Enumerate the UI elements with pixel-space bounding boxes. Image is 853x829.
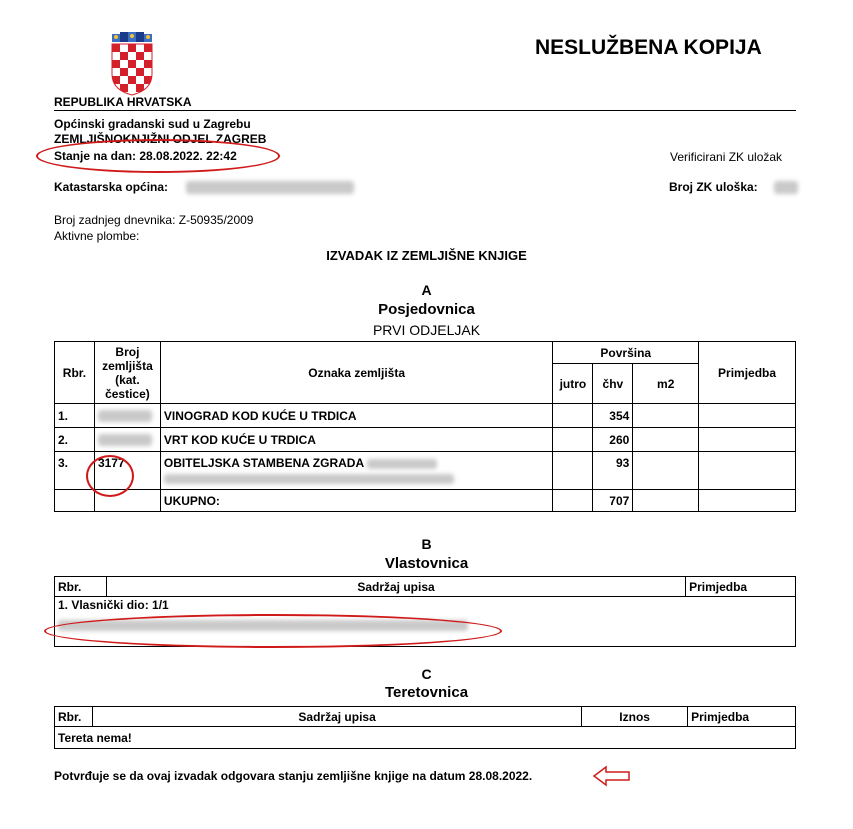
section-a-sub: PRVI ODJELJAK: [372, 322, 481, 338]
state-date-annotation: [36, 139, 280, 173]
section-b-letter: B: [421, 536, 432, 552]
b-col-sadrzaj: Sadržaj upisa: [106, 577, 685, 597]
cadastral-label: Katastarska općina:: [54, 180, 169, 194]
cadastral-value-redacted: [186, 181, 354, 194]
header-divider: [54, 110, 796, 111]
confirmation-text: Potvrđuje se da ovaj izvadak odgovara stanju zemljišne knjige na datum 28.08.2022.: [54, 769, 533, 783]
state-date: Stanje na dan: 28.08.2022. 22:42: [54, 149, 237, 163]
section-c-letter: C: [421, 666, 432, 682]
col-povrsina: Površina: [553, 342, 699, 364]
col-jutro: jutro: [553, 364, 593, 404]
arrow-left-icon: [592, 764, 632, 791]
parcel-number: 3177: [94, 452, 160, 490]
zk-label: Broj ZK uloška:: [669, 180, 758, 194]
col-m2: m2: [633, 364, 699, 404]
department-name: ZEMLJIŠNOKNJIŽNI ODJEL ZAGREB: [54, 132, 267, 146]
col-chv: čhv: [593, 364, 633, 404]
table-row: 3. 3177 OBITELJSKA STAMBENA ZGRADA 93: [55, 452, 796, 490]
col-primjedba: Primjedba: [699, 342, 796, 404]
ownership-share: 1. Vlasnički dio: 1/1: [58, 598, 169, 612]
table-row: 1. VINOGRAD KOD KUĆE U TRDICA 354: [55, 404, 796, 428]
unofficial-copy-title: NESLUŽBENA KOPIJA: [535, 36, 762, 59]
section-b-name: Vlastovnica: [384, 555, 469, 572]
active-seals: Aktivne plombe:: [54, 229, 140, 243]
c-col-iznos: Iznos: [582, 707, 688, 727]
zk-value-redacted: [774, 181, 798, 194]
c-col-primjedba: Primjedba: [688, 707, 796, 727]
teretovnica-table: [54, 706, 796, 749]
court-name: Općinski gradanski sud u Zagrebu: [54, 117, 251, 131]
col-broj: Broj zemljišta (kat. čestice): [94, 342, 160, 404]
section-a-name: Posjedovnica: [378, 301, 475, 318]
parcel-number-annotation: [86, 455, 134, 497]
no-encumbrances: Tereta nema!: [55, 727, 796, 749]
total-row: UKUPNO: 707: [55, 490, 796, 512]
last-diary: Broj zadnjeg dnevnika: Z-50935/2009: [54, 213, 254, 227]
table-row: [55, 727, 796, 749]
b-col-rbr: Rbr.: [55, 577, 107, 597]
coat-of-arms-icon: [108, 32, 156, 96]
verified-label: Verificirani ZK uložak: [670, 150, 783, 164]
posjedovnica-table: [54, 341, 796, 512]
section-a-letter: A: [421, 282, 432, 298]
col-oznaka: Oznaka zemljišta: [160, 342, 553, 404]
document-title: IZVADAK IZ ZEMLJIŠNE KNJIGE: [326, 248, 527, 263]
col-rbr: Rbr.: [55, 342, 95, 404]
country-name: REPUBLIKA HRVATSKA: [54, 95, 192, 109]
c-col-rbr: Rbr.: [55, 707, 93, 727]
table-row: 2. VRT KOD KUĆE U TRDICA 260: [55, 428, 796, 452]
c-col-sadrzaj: Sadržaj upisa: [92, 707, 581, 727]
section-c-name: Teretovnica: [384, 684, 469, 701]
b-col-primjedba: Primjedba: [686, 577, 796, 597]
owner-annotation: [44, 614, 502, 648]
